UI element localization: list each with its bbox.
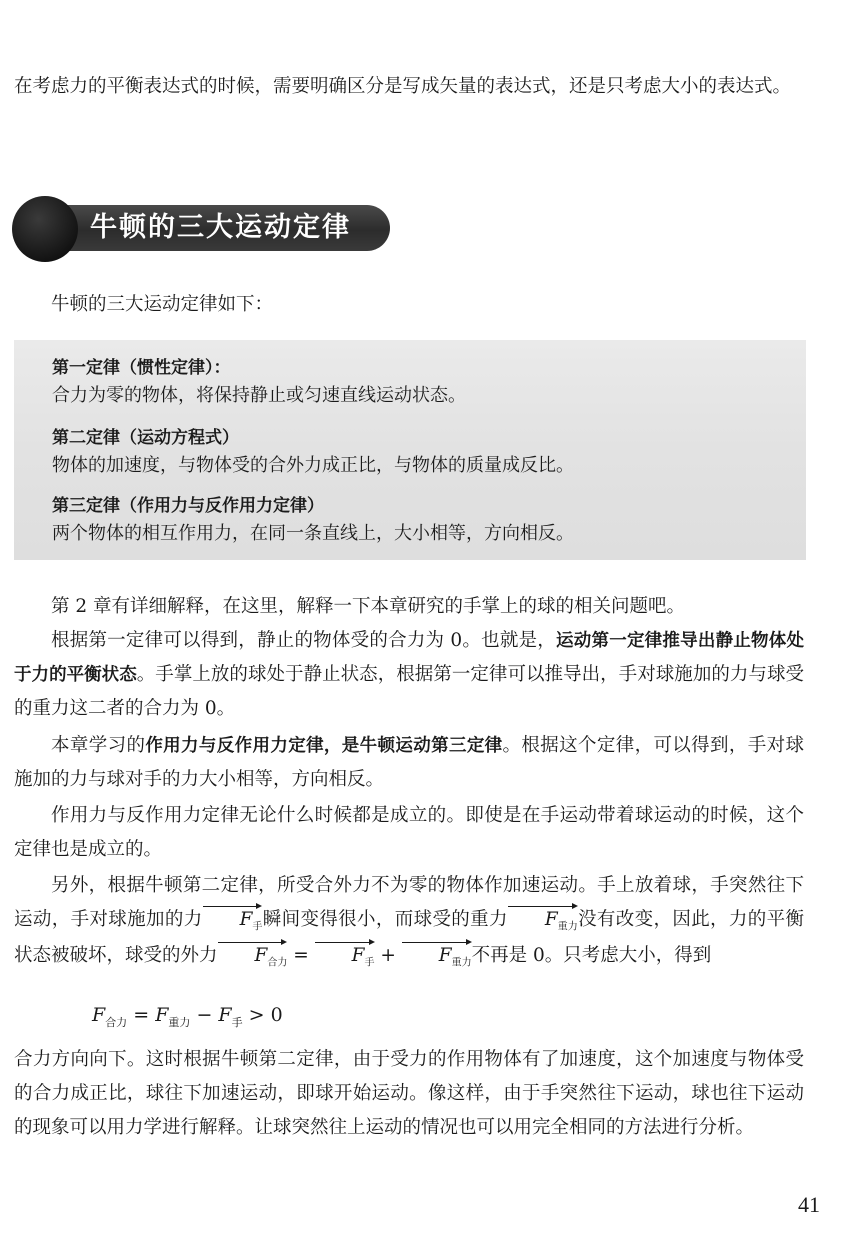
law-1-body: 合力为零的物体，将保持静止或匀速直线运动状态。 xyxy=(52,385,466,406)
law-2-body: 物体的加速度，与物体受的合外力成正比，与物体的质量成反比。 xyxy=(52,455,574,476)
section-heading-text: 牛顿的三大运动定律 xyxy=(90,212,351,243)
vector-f-hand: $F_手$ xyxy=(203,905,263,939)
page-number: 41 xyxy=(798,1192,820,1217)
vector-f-hand-sum: $F_手$ xyxy=(315,941,375,975)
paragraph-3-emphasis: 作用力与反作用力定律，是牛顿运动第三定律 xyxy=(145,736,503,756)
paragraph-4: 作用力与反作用力定律无论什么时候都是成立的。即使是在手运动带着球运动的时候，这个定律也是成立的。 xyxy=(14,805,804,860)
section-lead: 牛顿的三大运动定律如下： xyxy=(51,294,274,315)
scalar-formula: $F_{合力} = F_{重力} - F_手 > 0$ xyxy=(92,1004,283,1029)
paragraph-2-emphasis: 运动第一定律推导出静止物体处于力的平衡状态 xyxy=(14,631,805,685)
law-3-body: 两个物体的相互作用力，在同一条直线上，大小相等，方向相反。 xyxy=(52,523,574,544)
paragraph-5: 另外，根据牛顿第二定律，所受合外力不为零的物体作加速运动。手上放着球，手突然往下运动，手对球施加的力 $F_手$瞬间变得很小，而球受的重力 $F_{重力}$没有改变，因此，力的平衡状态被破坏，球受的外力 $F_{合力} = F_手 + F_{重力}$不再是 0。只考虑大小，得到 xyxy=(14,869,804,974)
paragraph-3: 本章学习的作用力与反作用力定律，是牛顿运动第三定律。根据这个定律，可以得到，手对球施加的力与球对手的力大小相等，方向相反。 xyxy=(14,735,804,790)
intro-text: 在考虑力的平衡表达式的时候，需要明确区分是写成矢量的表达式，还是只考虑大小的表达式。 xyxy=(14,76,792,97)
law-2-title: 第二定律（运动方程式） xyxy=(52,428,239,448)
intro-paragraph xyxy=(14,70,804,104)
section-heading xyxy=(12,196,392,262)
paragraph-1: 第 2 章有详细解释，在这里，解释一下本章研究的手掌上的球的相关问题吧。 xyxy=(51,596,686,617)
paragraph-6: 合力方向向下。这时根据牛顿第二定律，由于受力的作用物体有了加速度，这个加速度与物体受的合力成正比，球往下加速运动，即球开始运动。像这样，由于手突然往下运动，球也往下运动的现象可以用力学进行解释。让球突然往上运动的情况也可以用完全相同的方法进行分析。 xyxy=(14,1049,804,1138)
law-3-title: 第三定律（作用力与反作用力定律） xyxy=(52,496,324,516)
paragraph-2: 根据第一定律可以得到，静止的物体受的合力为 0。也就是，运动第一定律推导出静止物体处于力的平衡状态。手掌上放的球处于静止状态，根据第一定律可以推导出，手对球施加的力与球受的重力这二者的合力为 0。 xyxy=(14,630,805,719)
vector-f-net: $F_{合力}$ xyxy=(218,941,288,975)
laws-box xyxy=(14,340,806,560)
heading-circle-ornament xyxy=(12,196,78,262)
law-1-title: 第一定律（惯性定律）： xyxy=(52,358,231,378)
vector-f-gravity-sum: $F_{重力}$ xyxy=(402,941,472,975)
vector-f-gravity: $F_{重力}$ xyxy=(508,905,578,939)
